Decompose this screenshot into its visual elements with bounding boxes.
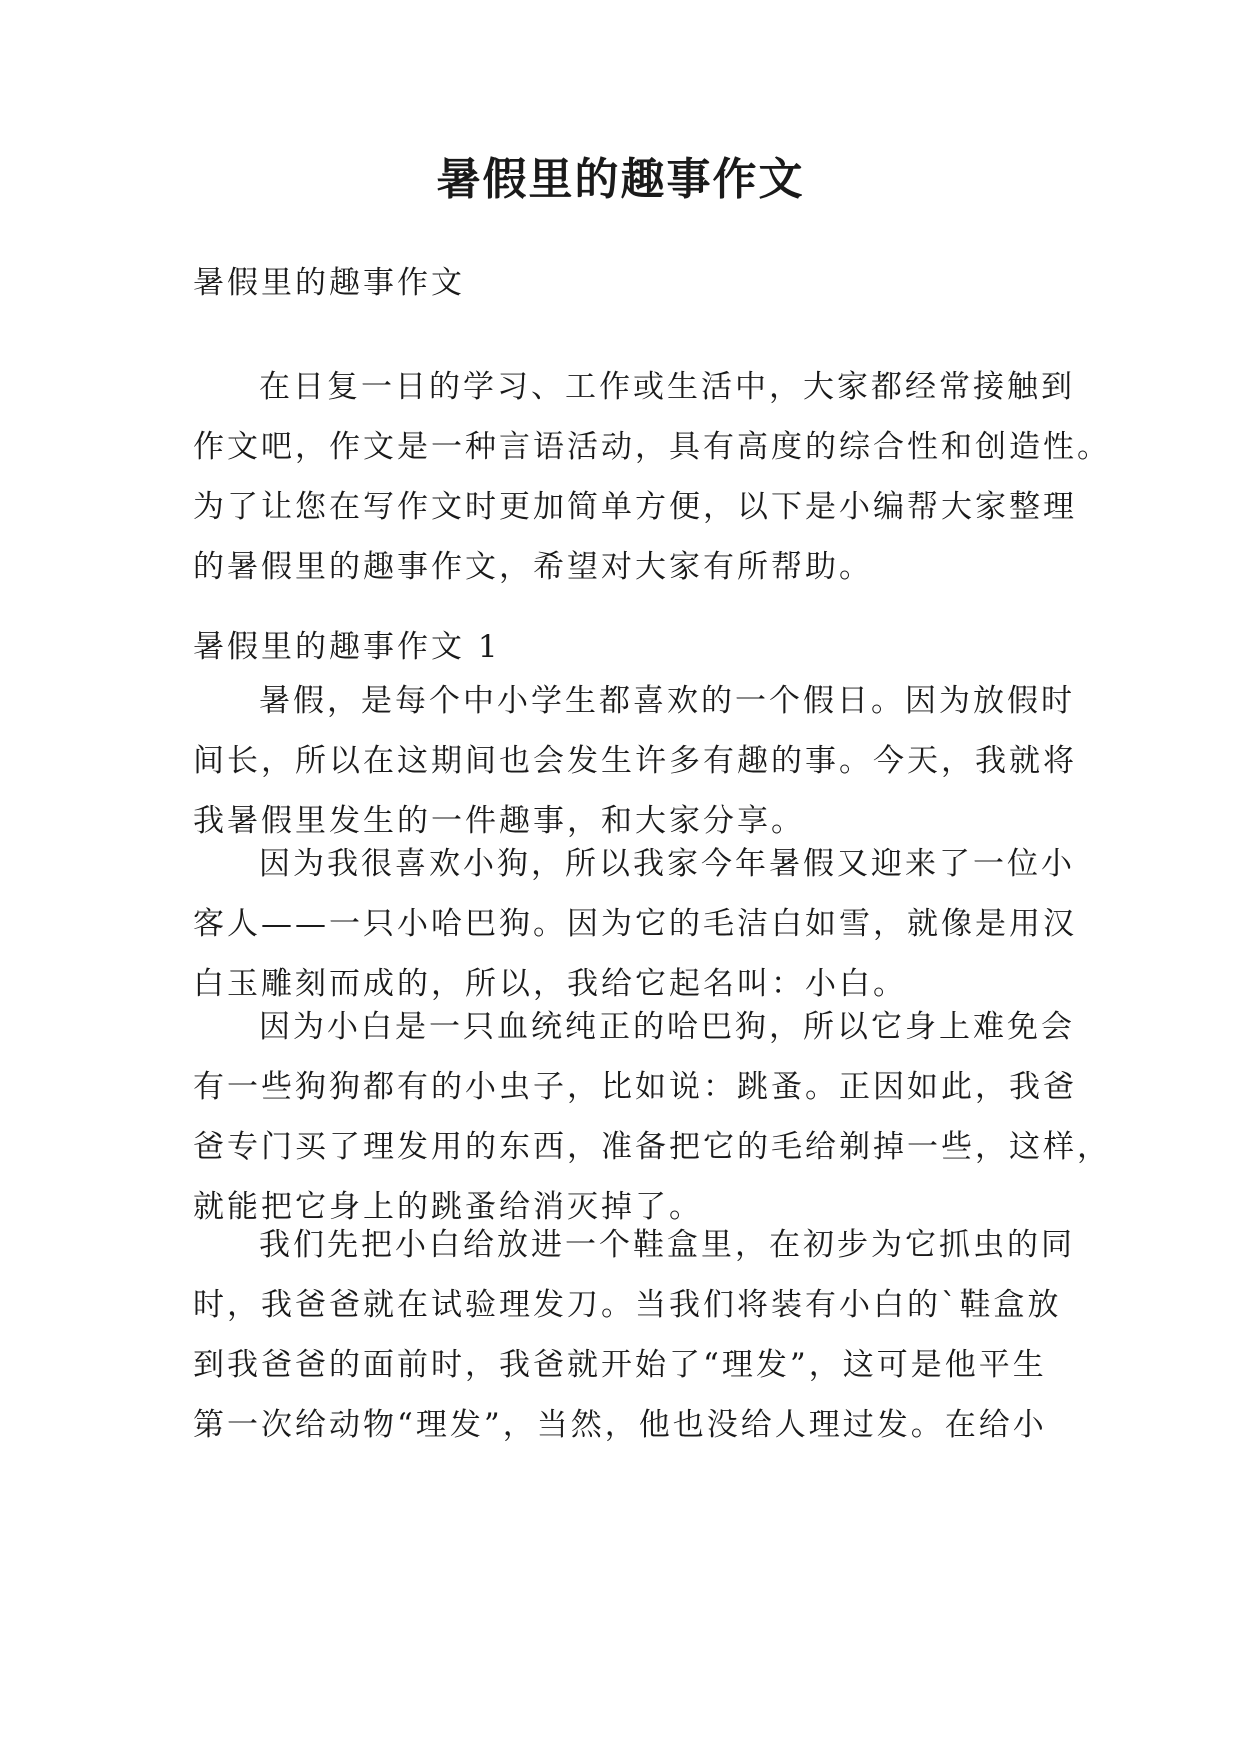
paragraph-line: 有一些狗狗都有的小虫子，比如说：跳蚤。正因如此，我爸 — [193, 1069, 1077, 1105]
paragraph-line: 暑假，是每个中小学生都喜欢的一个假日。因为放假时 — [259, 683, 1075, 719]
paragraph-line: 第一次给动物“理发”，当然，他也没给人理过发。在给小 — [193, 1407, 1047, 1443]
paragraph-line: 就能把它身上的跳蚤给消灭掉了。 — [193, 1189, 703, 1225]
paragraph-line: 我暑假里发生的一件趣事，和大家分享。 — [193, 803, 805, 839]
section-heading-line: 暑假里的趣事作文 1 — [193, 629, 501, 665]
paragraph-line: 到我爸爸的面前时，我爸就开始了“理发”，这可是他平生 — [193, 1347, 1047, 1383]
paragraph-line: 因为小白是一只血统纯正的哈巴狗，所以它身上难免会 — [259, 1009, 1075, 1045]
paragraph-line: 我们先把小白给放进一个鞋盒里，在初步为它抓虫的同 — [259, 1227, 1075, 1263]
intro-line: 的暑假里的趣事作文，希望对大家有所帮助。 — [193, 549, 873, 585]
intro-line: 为了让您在写作文时更加简单方便，以下是小编帮大家整理 — [193, 489, 1077, 525]
paragraph-line: 爸专门买了理发用的东西，准备把它的毛给剃掉一些，这样， — [193, 1129, 1111, 1165]
intro-line: 作文吧，作文是一种言语活动，具有高度的综合性和创造性。 — [193, 429, 1111, 465]
paragraph-line: 时，我爸爸就在试验理发刀。当我们将装有小白的`鞋盒放 — [193, 1287, 1062, 1323]
body-paragraph-3 — [193, 997, 1111, 1237]
paragraph-line: 客人——一只小哈巴狗。因为它的毛洁白如雪，就像是用汉 — [193, 906, 1077, 942]
intro-line: 在日复一日的学习、工作或生活中，大家都经常接触到 — [259, 369, 1075, 405]
paragraph-line: 因为我很喜欢小狗，所以我家今年暑假又迎来了一位小 — [259, 846, 1075, 882]
body-paragraph-4 — [193, 1215, 1075, 1455]
paragraph-line: 白玉雕刻而成的，所以，我给它起名叫：小白。 — [193, 966, 907, 1002]
intro-paragraph — [193, 357, 1111, 597]
body-paragraph-2 — [193, 834, 1077, 1014]
document-title: 暑假里的趣事作文 — [436, 154, 805, 205]
body-paragraph-1 — [193, 671, 1077, 851]
paragraph-line: 间长，所以在这期间也会发生许多有趣的事。今天，我就将 — [193, 743, 1077, 779]
section-heading — [193, 617, 1053, 677]
document-subtitle — [193, 253, 1053, 313]
subtitle-line: 暑假里的趣事作文 — [193, 265, 465, 301]
